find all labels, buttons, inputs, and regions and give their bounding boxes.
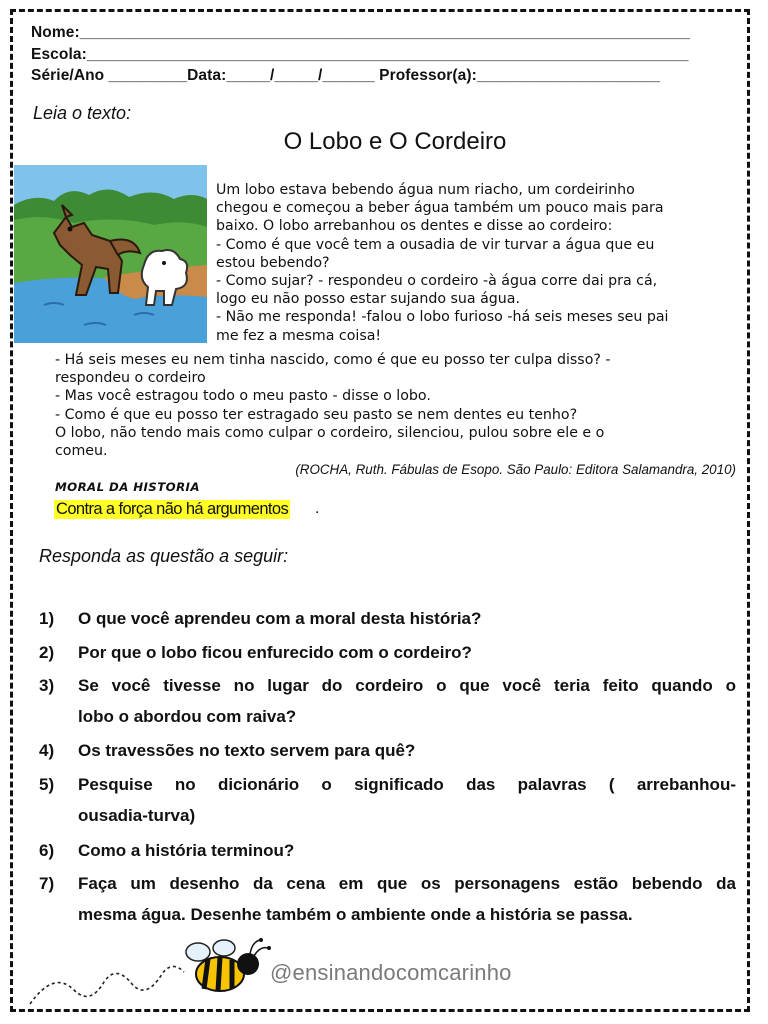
- brand-handle: @ensinandocomcarinho: [270, 960, 512, 985]
- story-line: - Há seis meses eu nem tinha nascido, como é que eu posso ter culpa disso? -: [55, 352, 611, 368]
- bee-doodle-icon: [24, 930, 284, 1010]
- question-number: 4): [39, 741, 55, 760]
- name-field-line: Nome:______________________________________________________________________: [31, 24, 691, 41]
- story-line: Um lobo estava bebendo água num riacho, um cordeirinho: [216, 182, 635, 198]
- question-text: Por que o lobo ficou enfurecido com o cordeiro?: [78, 643, 472, 662]
- question-text-line2: mesma água. Desenhe também o ambiente onde a história se passa.: [78, 905, 633, 924]
- reading-instruction: Leia o texto:: [33, 103, 132, 123]
- question-number: 1): [39, 609, 55, 628]
- school-field-line: Escola:_____________________________________________________________________: [31, 46, 689, 63]
- source-citation: (ROCHA, Ruth. Fábulas de Esopo. São Paulo: Editora Salamandra, 2010): [295, 462, 736, 477]
- question-text-line2: ousadia-turva): [78, 806, 196, 825]
- story-line: - Como sujar? - respondeu o cordeiro -à água corre dai pra cá,: [216, 273, 658, 290]
- question-number: 7): [39, 874, 55, 893]
- question-text: Como a história terminou?: [78, 841, 295, 860]
- question-number: 5): [39, 775, 55, 794]
- story-line: comeu.: [55, 443, 108, 460]
- moral-label: MORAL DA HISTORIA: [55, 480, 200, 494]
- question-4: [39, 735, 736, 766]
- story-text-beside-image: [216, 181, 736, 345]
- question-1: [39, 603, 736, 634]
- question-text-line1: Pesquise no dicionário o significado das palavras ( arrebanhou-: [78, 775, 736, 794]
- question-text-line1: Faça um desenho da cena em que os personagens estão bebendo da: [78, 874, 736, 893]
- story-line: O lobo, não tendo mais como culpar o cordeiro, silenciou, pulou sobre ele e o: [55, 424, 605, 441]
- story-line: chegou e começou a beber água também um pouco mais para: [216, 200, 664, 217]
- grade-date-teacher-line: Série/Ano _________Data:_____/_____/______ Professor(a):_____________________: [31, 67, 661, 84]
- question-number: 2): [39, 643, 55, 662]
- story-line: estou bebendo?: [216, 254, 330, 271]
- question-text: O que você aprendeu com a moral desta história?: [78, 609, 482, 628]
- question-number: 3): [39, 676, 55, 695]
- question-text: Os travessões no texto servem para quê?: [78, 741, 416, 760]
- story-line: baixo. O lobo arrebanhou os dentes e disse ao cordeiro:: [216, 218, 613, 235]
- wolf-and-lamb-illustration: [14, 165, 207, 343]
- moral-period: .: [315, 500, 320, 517]
- moral-highlight: Contra a força não há argumentos: [56, 500, 289, 518]
- story-line: - Como é que eu posso ter estragado seu pasto se nem dentes eu tenho?: [55, 406, 578, 423]
- question-3: [39, 670, 736, 732]
- story-line: respondeu o cordeiro: [55, 370, 206, 387]
- question-5: [39, 769, 736, 831]
- question-7: [39, 868, 736, 930]
- story-line: - Como é que você tem a ousadia de vir turvar a água que eu: [216, 236, 655, 253]
- story-line: logo eu não posso estar sujando sua água.: [216, 291, 520, 308]
- question-6: [39, 835, 736, 866]
- story-line: - Mas você estragou todo o meu pasto - disse o lobo.: [55, 388, 431, 405]
- story-title: O Lobo e O Cordeiro: [283, 128, 507, 155]
- question-2: [39, 637, 736, 668]
- question-text-line1: Se você tivesse no lugar do cordeiro o que você teria feito quando o: [78, 676, 736, 695]
- story-line: me fez a mesma coisa!: [216, 327, 382, 344]
- story-text-full-width: [55, 351, 736, 460]
- question-number: 6): [39, 841, 55, 860]
- question-text-line2: lobo o abordou com raiva?: [78, 707, 297, 726]
- questions-instruction: Responda as questão a seguir:: [39, 546, 289, 566]
- story-line: - Não me responda! -falou o lobo furioso -há seis meses seu pai: [216, 309, 669, 326]
